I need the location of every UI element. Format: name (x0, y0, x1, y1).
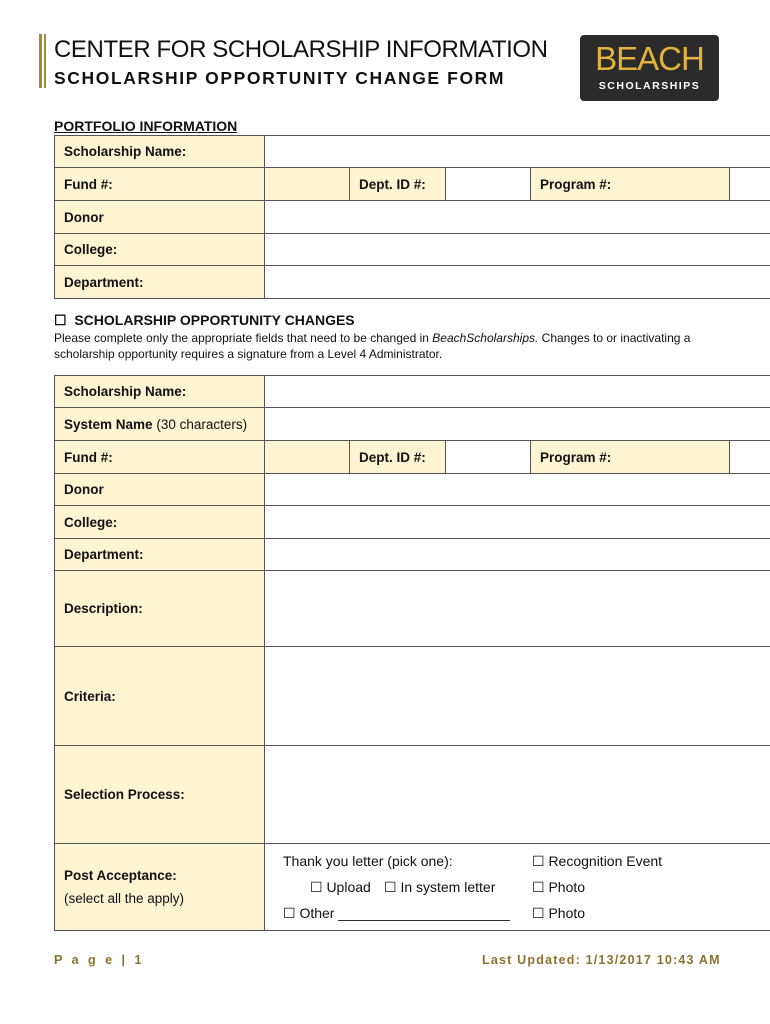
program-label: Program #: (531, 168, 730, 201)
change-donor-label: Donor (55, 474, 265, 506)
header-accent-bar-thin (44, 34, 46, 88)
change-fund-label: Fund #: (55, 441, 265, 474)
changes-heading (54, 312, 355, 329)
logo-beach-text: BEACH (595, 40, 704, 77)
desc-text: Please complete only the appropriate fields that need to be changed in (54, 331, 433, 345)
other-checkbox[interactable]: ☐ Other ______________________ (283, 905, 510, 921)
department-field[interactable] (265, 266, 770, 299)
form-subtitle: SCHOLARSHIP OPPORTUNITY CHANGE FORM (54, 68, 506, 88)
donor-label: Donor (55, 201, 265, 234)
portfolio-heading: PORTFOLIO INFORMATION (54, 118, 238, 134)
change-college-label: College: (55, 506, 265, 539)
changes-heading-text: SCHOLARSHIP OPPORTUNITY CHANGES (74, 312, 355, 328)
photo-checkbox-1[interactable]: ☐ Photo (532, 879, 586, 895)
change-fund-field[interactable] (265, 441, 350, 474)
description-label: Description: (55, 571, 265, 647)
college-label: College: (55, 234, 265, 266)
photo-checkbox-2[interactable]: ☐ Photo (532, 905, 586, 921)
thank-you-letter-label: Thank you letter (pick one): (283, 853, 453, 869)
change-department-label: Department: (55, 539, 265, 571)
header-accent-bar (39, 34, 42, 88)
system-name-label (55, 408, 265, 441)
change-program-field[interactable] (730, 441, 770, 474)
change-dept-id-field[interactable] (446, 441, 531, 474)
desc-italic: BeachScholarships. (432, 331, 539, 345)
college-field[interactable] (265, 234, 770, 266)
fund-label: Fund #: (55, 168, 265, 201)
changes-table (54, 375, 770, 931)
system-name-note: (30 characters) (156, 416, 248, 432)
post-acceptance-options (265, 844, 770, 931)
change-dept-id-label: Dept. ID #: (350, 441, 446, 474)
logo-scholarships-text: SCHOLARSHIPS (598, 80, 701, 92)
page-title: CENTER FOR SCHOLARSHIP INFORMATION (54, 36, 548, 63)
description-field[interactable] (265, 571, 770, 647)
change-scholarship-name-field[interactable] (265, 376, 770, 408)
dept-id-label: Dept. ID #: (350, 168, 446, 201)
upload-checkbox[interactable]: ☐ Upload (310, 879, 371, 895)
system-name-text: System Name (64, 416, 153, 432)
page-number: P a g e | 1 (54, 953, 145, 967)
selection-process-field[interactable] (265, 746, 770, 844)
donor-field[interactable] (265, 201, 770, 234)
last-updated: Last Updated: 1/13/2017 10:43 AM (482, 953, 721, 967)
change-program-label: Program #: (531, 441, 730, 474)
recognition-event-checkbox[interactable]: ☐ Recognition Event (532, 853, 663, 869)
post-acceptance-note: (select all the apply) (64, 891, 185, 906)
desc-text-2: Changes to or inactivating a scholarship opportunity requires a signature from a Level 4 Administrator. (54, 331, 691, 361)
portfolio-table (54, 135, 770, 299)
scholarship-name-field[interactable] (265, 136, 770, 168)
change-college-field[interactable] (265, 506, 770, 539)
beach-scholarships-logo (580, 35, 719, 101)
post-acceptance-title: Post Acceptance: (64, 868, 177, 883)
criteria-field[interactable] (265, 647, 770, 746)
changes-description (54, 330, 734, 362)
fund-field[interactable] (265, 168, 350, 201)
program-field[interactable] (730, 168, 770, 201)
changes-checkbox[interactable]: ☐ (54, 312, 67, 328)
dept-id-field[interactable] (446, 168, 531, 201)
change-donor-field[interactable] (265, 474, 770, 506)
post-acceptance-label (55, 844, 265, 931)
in-system-letter-checkbox[interactable]: ☐ In system letter (384, 879, 496, 895)
department-label: Department: (55, 266, 265, 299)
selection-process-label: Selection Process: (55, 746, 265, 844)
scholarship-name-label: Scholarship Name: (55, 136, 265, 168)
system-name-field[interactable] (265, 408, 770, 441)
change-scholarship-name-label: Scholarship Name: (55, 376, 265, 408)
criteria-label: Criteria: (55, 647, 265, 746)
change-department-field[interactable] (265, 539, 770, 571)
